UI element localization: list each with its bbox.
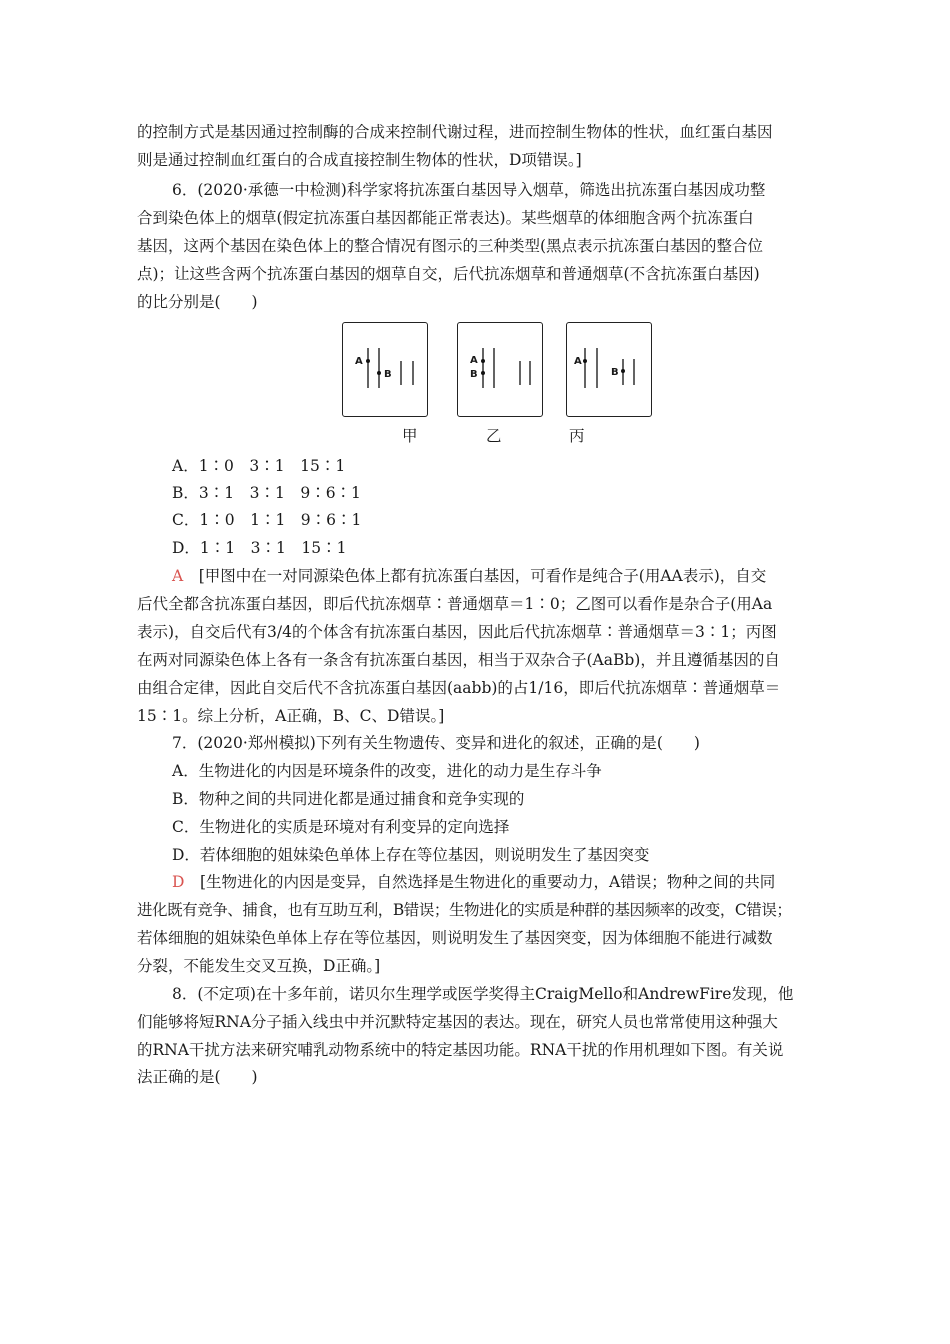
figure-jia-label-a: A	[355, 356, 363, 367]
q6-stem-line-4: 点)；让这些含两个抗冻蛋白基因的烟草自交，后代抗冻烟草和普通烟草(不含抗冻蛋白基因)	[137, 265, 760, 283]
q8-stem-line-2: 们能够将短RNA分子插入线虫中并沉默特定基因的表达。现在，研究人员也常常使用这种强大	[137, 1013, 778, 1031]
q6-stem-line-5: 的比分别是( )	[137, 293, 258, 311]
q7-explanation-line-1	[172, 872, 775, 892]
figure-yi	[457, 322, 543, 417]
q7-explanation-text-1: [生物进化的内因是变异，自然选择是生物进化的重要动力，A错误；物种之间的共同	[199, 873, 776, 891]
figure-jia-chromosomes	[343, 323, 427, 416]
q6-option-d: D．1∶1 3∶1 15∶1	[172, 539, 347, 557]
q8-stem-line-1: 8．(不定项)在十多年前，诺贝尔生理学或医学奖得主CraigMello和AndrewFire发现，他	[172, 985, 794, 1003]
figure-bing-chromosomes	[567, 323, 651, 416]
q6-explanation-line-1	[172, 566, 766, 586]
q6-option-a: A．1∶0 3∶1 15∶1	[172, 457, 346, 475]
q8-stem-line-3: 的RNA干扰方法来研究哺乳动物系统中的特定基因功能。RNA干扰的作用机理如下图。有关说	[137, 1041, 784, 1059]
q7-answer-letter: D	[172, 873, 185, 891]
q8-stem-line-4: 法正确的是( )	[137, 1068, 258, 1086]
q6-explanation-line-4: 在两对同源染色体上各有一条含有抗冻蛋白基因，相当于双杂合子(AaBb)，并且遵循基因的自	[137, 651, 780, 669]
figure-yi-chromosomes	[458, 323, 542, 416]
q6-option-b: B．3∶1 3∶1 9∶6∶1	[172, 484, 361, 502]
q6-explanation-line-6: 15∶1。综上分析，A正确，B、C、D错误。]	[137, 707, 445, 725]
intro-line-2: 则是通过控制血红蛋白的合成直接控制生物体的性状，D项错误。]	[137, 151, 582, 169]
figure-jia-label-b: B	[384, 369, 392, 380]
figure-bing	[566, 322, 652, 417]
figure-bing-label-a: A	[574, 356, 582, 367]
figure-jia	[342, 322, 428, 417]
figure-caption-jia: 甲	[402, 427, 418, 445]
intro-line-1: 的控制方式是基因通过控制酶的合成来控制代谢过程，进而控制生物体的性状，血红蛋白基因	[137, 123, 773, 141]
figure-yi-label-a: A	[470, 355, 478, 366]
q7-option-c: C．生物进化的实质是环境对有利变异的定向选择	[172, 818, 510, 836]
q6-option-c: C．1∶0 1∶1 9∶6∶1	[172, 511, 362, 529]
q6-answer-letter: A	[172, 567, 184, 585]
q6-stem-line-1: 6．(2020·承德一中检测)科学家将抗冻蛋白基因导入烟草，筛选出抗冻蛋白基因成功整	[172, 181, 766, 199]
q7-explanation-line-2: 进化既有竞争、捕食，也有互助互利，B错误；生物进化的实质是种群的基因频率的改变，C错误；	[137, 901, 792, 919]
figure-caption-bing: 丙	[569, 427, 585, 445]
q6-explanation-line-2: 后代全都含抗冻蛋白基因，即后代抗冻烟草∶普通烟草＝1∶0；乙图可以看作是杂合子(用Aa	[137, 595, 773, 613]
q7-explanation-line-3: 若体细胞的姐妹染色单体上存在等位基因，则说明发生了基因突变，因为体细胞不能进行减数	[137, 929, 773, 947]
q6-explanation-line-5: 由组合定律，因此自交后代不含抗冻蛋白基因(aabb)的占1/16，即后代抗冻烟草∶普通烟草＝	[137, 679, 781, 697]
figure-yi-label-b: B	[470, 369, 478, 380]
q7-explanation-line-4: 分裂，不能发生交叉互换，D正确。]	[137, 957, 381, 975]
q6-explanation-line-3: 表示)，自交后代有3/4的个体含有抗冻蛋白基因，因此后代抗冻烟草∶普通烟草＝3∶1；丙图	[137, 623, 777, 641]
q7-option-b: B．物种之间的共同进化都是通过捕食和竞争实现的	[172, 790, 525, 808]
figure-bing-label-b: B	[611, 367, 619, 378]
q7-stem: 7．(2020·郑州模拟)下列有关生物遗传、变异和进化的叙述，正确的是( )	[172, 734, 700, 752]
q6-explanation-text-1: [甲图中在一对同源染色体上都有抗冻蛋白基因，可看作是纯合子(用AA表示)，自交	[198, 567, 767, 585]
figure-caption-yi: 乙	[486, 427, 502, 445]
q7-option-d: D．若体细胞的姐妹染色单体上存在等位基因，则说明发生了基因突变	[172, 846, 650, 864]
q6-stem-line-3: 基因，这两个基因在染色体上的整合情况有图示的三种类型(黑点表示抗冻蛋白基因的整合位	[137, 237, 764, 255]
q7-option-a: A．生物进化的内因是环境条件的改变，进化的动力是生存斗争	[172, 762, 602, 780]
q6-stem-line-2: 合到染色体上的烟草(假定抗冻蛋白基因都能正常表达)。某些烟草的体细胞含两个抗冻蛋白	[137, 209, 754, 227]
